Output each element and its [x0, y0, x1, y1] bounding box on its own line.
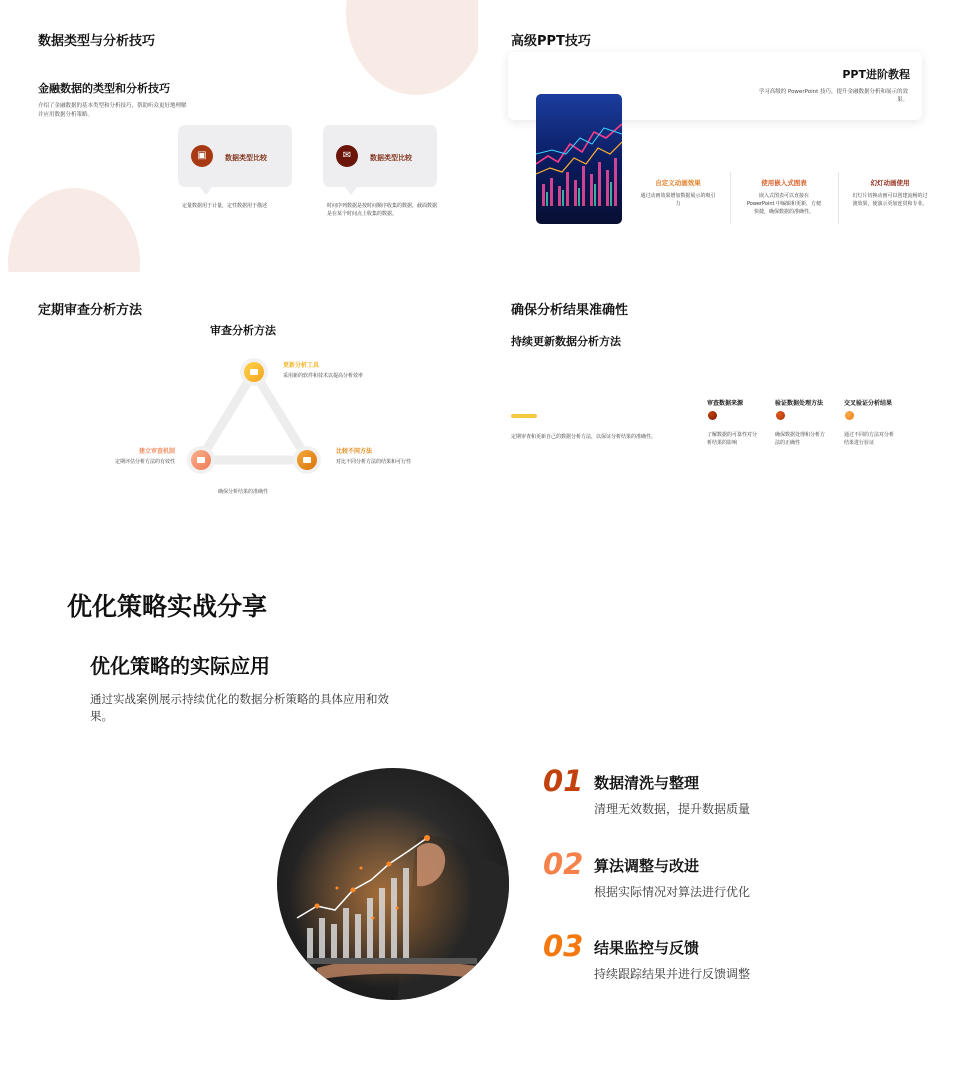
item-description: 持续跟踪结果并进行反馈调整	[594, 967, 751, 981]
card-pointer	[200, 187, 212, 195]
item-title: 结果监控与反馈	[594, 939, 700, 957]
business-chart-photo	[277, 768, 509, 1000]
panel-description: 学习高级的 PowerPoint 技巧，提升金融数据分析和展示的效果。	[758, 89, 908, 103]
info-card	[178, 125, 292, 187]
step-description: 了解数据的可靠性对分析结果的影响	[707, 432, 758, 446]
diagram-title: 审查分析方法	[210, 324, 276, 337]
slide-title: 定期审查分析方法	[38, 303, 143, 318]
feature-embedded-chart	[745, 178, 823, 216]
feature-custom-animation	[639, 178, 717, 208]
item-title: 算法调整与改进	[594, 857, 700, 875]
slide-data-types	[0, 0, 478, 272]
feature-description: 幻灯片切换动画可以创建流畅的过渡效果，使演示更加连贯和专业。	[852, 193, 928, 207]
slide-subtitle: 持续更新数据分析方法	[511, 335, 621, 348]
slide-ensure-accuracy	[480, 274, 960, 520]
node-label: 建立审查机制	[138, 448, 175, 455]
feature-slide-animation	[851, 178, 929, 208]
step-review-sources	[707, 398, 769, 447]
slide-description: 定期审查和更新自己的数据分析方法，以保证分析结果的准确性。	[511, 434, 657, 440]
node-label: 比较不同方法	[336, 448, 373, 455]
diagram-footer: 确保分析结果的准确性	[217, 489, 268, 495]
slide-optimization-strategy	[0, 545, 960, 1084]
step-dot	[708, 411, 717, 420]
node-description: 对比不同分析方法的结果和可行性	[336, 459, 412, 465]
feature-title: 使用嵌入式图表	[761, 179, 807, 187]
slide-review-methods	[0, 274, 478, 520]
step-title: 审查数据来源	[707, 400, 744, 407]
panel-title: PPT进阶教程	[842, 68, 910, 81]
divider	[730, 172, 731, 224]
divider	[838, 172, 839, 224]
node-description: 定期评估分析方法的有效性	[114, 459, 175, 465]
step-description: 通过不同的方法对分析结果进行验证	[844, 432, 895, 446]
step-title: 交叉验证分析结果	[844, 400, 893, 407]
step-verify-processing	[775, 398, 837, 447]
item-number: 03	[543, 929, 584, 963]
step-dot	[776, 411, 785, 420]
node-compare-methods	[297, 450, 317, 470]
card-label: 数据类型比较	[225, 154, 267, 162]
feature-description: 嵌入式图表可以直接在 PowerPoint 中编辑和更新，方便快捷，确保数据的准确性。	[746, 193, 822, 215]
accent-bar	[511, 414, 537, 418]
slide-advanced-ppt	[480, 0, 960, 272]
feature-title: 自定义动画效果	[655, 179, 701, 187]
step-cross-validate	[844, 398, 906, 447]
card-description: 时间序列数据是按时间顺序收集的数据，截面数据是在某个时间点上收集的数据。	[327, 203, 438, 217]
node-review-mechanism	[191, 450, 211, 470]
document-icon: ▣	[191, 145, 213, 167]
info-card	[323, 125, 437, 187]
stock-chart-picture	[536, 94, 622, 224]
envelope-icon: ✉	[336, 145, 358, 167]
feature-title: 幻灯动画使用	[870, 179, 910, 187]
card-pointer	[345, 187, 357, 195]
slide-title: 确保分析结果准确性	[511, 303, 629, 318]
node-label: 更新分析工具	[283, 362, 320, 369]
card-description: 定量数据用于计量，定性数据用于描述	[182, 203, 268, 209]
slide-description: 通过实战案例展示持续优化的数据分析策略的具体应用和效果。	[90, 692, 389, 723]
node-update-tools	[244, 362, 264, 382]
slide-description: 介绍了金融数据的基本类型和分析技巧，帮助听众更好地理解并应用数据分析策略。	[38, 103, 187, 118]
financial-chart-image	[536, 94, 622, 224]
slide-subtitle: 优化策略的实际应用	[90, 654, 270, 678]
hand-chart-picture	[277, 768, 509, 1000]
step-dot	[845, 411, 854, 420]
node-description: 采用新的软件和技术以提高分析效率	[283, 373, 364, 379]
step-title: 验证数据处理方法	[775, 400, 824, 407]
decorative-blob	[346, 0, 478, 95]
item-description: 清理无效数据，提升数据质量	[594, 802, 751, 816]
card-label: 数据类型比较	[370, 154, 412, 162]
slide-subtitle: 金融数据的类型和分析技巧	[38, 82, 170, 95]
slide-title: 高级PPT技巧	[511, 34, 591, 49]
item-number: 01	[543, 764, 584, 798]
item-description: 根据实际情况对算法进行优化	[594, 885, 751, 899]
decorative-blob	[8, 188, 140, 272]
slide-title: 数据类型与分析技巧	[38, 34, 156, 49]
feature-description: 通过动画效果增加数据展示的吸引力	[640, 193, 716, 207]
item-number: 02	[543, 847, 584, 881]
slide-title: 优化策略实战分享	[67, 592, 268, 621]
step-description: 确保数据处理和分析方法的正确性	[775, 432, 826, 446]
item-title: 数据清洗与整理	[594, 774, 700, 792]
